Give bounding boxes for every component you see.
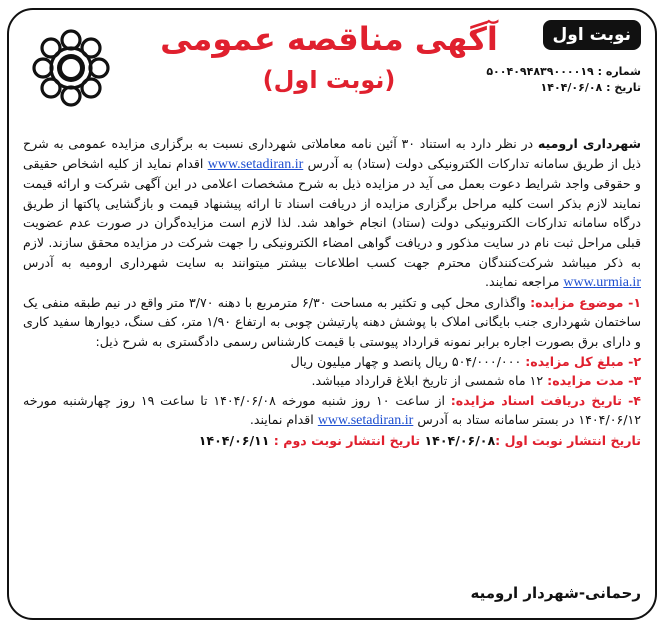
item-duration [23,371,641,391]
intro-paragraph [23,134,641,293]
item-amount [23,352,641,372]
item-label: ۴- تاریخ دریافت اسناد مزایده: [450,392,641,408]
number-label: شماره : [597,65,641,78]
urmia-link[interactable]: www.urmia.ir [563,275,641,291]
item-text: واگذاری محل کپی و تکثیر به مساحت ۶/۳۰ مترمربع با دهنه ۳/۷۰ متر واقع در نیم طبقه منفی یک ساختمان شهرداری جنب بایگانی املاک با پوشش دهنه پارتیشن چوبی به ارتفاع ۱/۹۰ متر، کف سنگ، دیوارها سفید کاری و دارای برق بصورت اجاره برابر نمونه قرارداد پیوستی با قیمت کارشناس رسمی دادگستری به شرح ذیل: [23,294,641,349]
intro-part1: در نظر دارد به استناد ۳۰ آئین نامه معاملاتی شهرداری نسبت به برگزاری مزایده عمومی به شرح ذیل از طریق سامانه تدارکات الکترونیکی دولت (ستاد) به آدرس [23,136,641,171]
notice-title: آگهی مناقصه عمومی [160,20,498,58]
date-row [486,80,641,96]
setadiran-link-2[interactable]: www.setadiran.ir [317,413,414,429]
municipality-logo-icon [25,22,117,114]
signature: رحمانی-شهردار ارومیه [470,584,641,602]
second-publish-date: ۱۴۰۴/۰۶/۱۱ [198,432,270,448]
notice-frame [7,8,657,620]
number-row [486,64,641,80]
item-label: ۳- مدت مزایده: [547,373,641,389]
notice-body [23,134,641,451]
publish-dates [23,431,641,451]
date-value: ۱۴۰۴/۰۶/۰۸ [540,81,603,94]
item-label: ۱- موضوع مزایده: [530,294,641,310]
notice-meta [486,64,641,96]
item-subject [23,293,641,352]
number-value: ۵۰۰۴۰۹۴۸۳۹۰۰۰۰۱۹ [486,65,594,78]
item-text: ۵۰۴/۰۰۰/۰۰۰ ریال پانصد و چهار میلیون ریال [290,353,526,369]
item-text: ۱۲ ماه شمسی از تاریخ ابلاغ قرارداد میباشد. [311,373,548,389]
item-label: ۲- مبلغ کل مزایده: [525,353,641,369]
round-badge: نوبت اول [543,20,641,50]
first-publish-date: ۱۴۰۴/۰۶/۰۸ [424,432,496,448]
item-text-end: اقدام نمایند. [249,412,318,428]
intro-part3: مراجعه نمایند. [485,274,564,290]
item-text: از ساعت ۱۰ روز شنبه مورخه ۱۴۰۴/۰۶/۰۸ تا ساعت ۱۹ روز چهارشنبه مورخه ۱۴۰۴/۰۶/۱۲ در بستر سامانه ستاد به آدرس [23,392,641,428]
org-name: شهرداری ارومیه [537,136,641,151]
second-publish-label: تاریخ انتشار نوبت دوم : [269,432,425,448]
notice-subtitle: (نوبت اول) [262,66,396,94]
setadiran-link[interactable]: www.setadiran.ir [207,156,304,172]
intro-part2: اقدام نماید از کلیه اشخاص حقیقی و حقوقی واجد شرایط دعوت بعمل می آید در مزایده ذیل به شرح مشخصات اعلامی در این آگهی شرکت و ارائه قیمت نمایند لازم بذکر است کلیه مراحل برگزاری مزایده از دریافت اسناد تا ارائه پیشنهاد قیمت و بازگشایی پاکتها از طریق درگاه سامانه تدارکات الکترونیکی دولت (ستاد) انجام خواهد شد. لذا لازم است مزایده‌گران در صورت عدم عضویت قبلی مراحل ثبت نام در سایت مذکور و دریافت گواهی امضاء الکترونیکی را جهت شرکت در مزایده محقق سازند. لازم به ذکر میباشد شرکت‌کنندگان محترم جهت کسب اطلاعات بیشتر میتوانند به سایت شهرداری ارومیه به آدرس [23,155,641,270]
first-publish-label: تاریخ انتشار نوبت اول : [495,432,641,448]
date-label: تاریخ : [606,81,641,94]
item-documents [23,391,641,431]
